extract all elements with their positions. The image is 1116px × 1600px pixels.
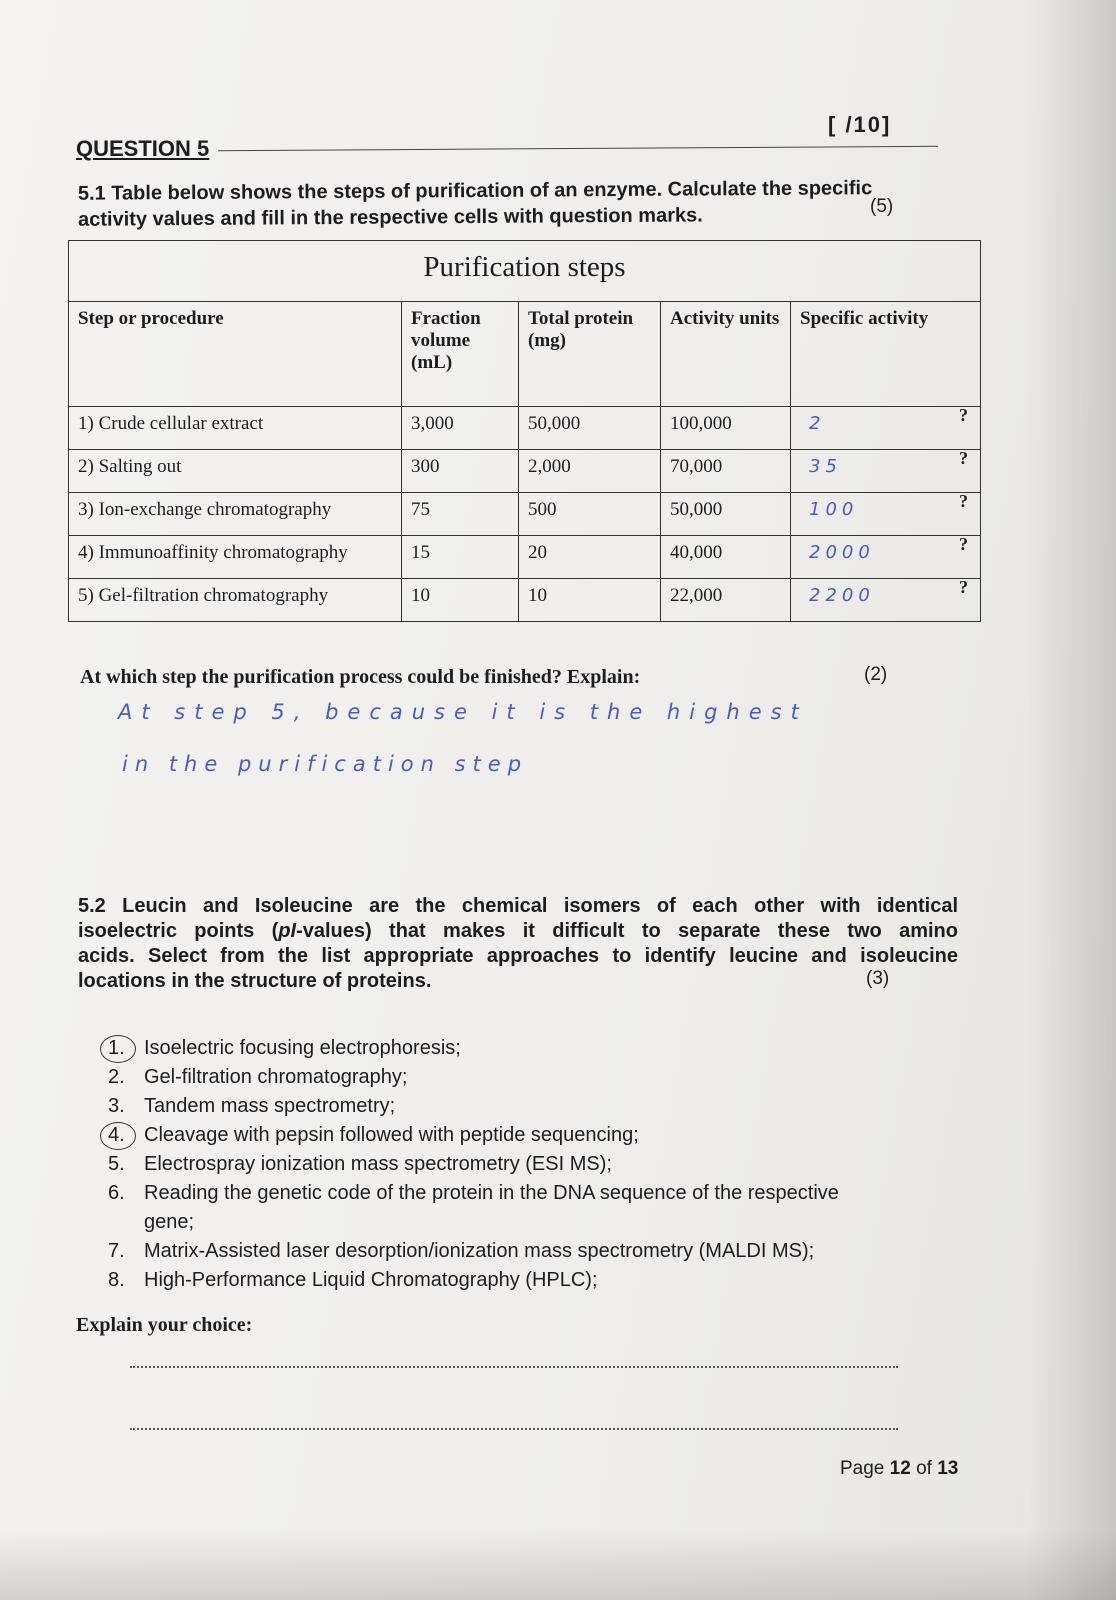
q52-line-2-pre: isoelectric points ( (78, 920, 279, 942)
q52-line-1: 5.2 Leucin and Isoleucine are the chemical isomers of each other with identical (78, 895, 958, 917)
handwritten-specific-activity: 2000 (809, 542, 875, 563)
handwritten-specific-activity: 35 (809, 456, 842, 477)
q52-text (78, 894, 958, 994)
q51-text (78, 175, 873, 233)
q52-line-3: acids. Select from the list appropriate approaches to identify leucine and isoleucine (78, 945, 958, 967)
option-number: 5. (108, 1153, 125, 1175)
cell-volume: 10 (402, 579, 519, 622)
option-text: Gel-filtration chromatography; (144, 1066, 408, 1088)
header-step: Step or procedure (69, 302, 402, 407)
handwritten-answer-line-1: At step 5, because it is the highest (118, 700, 808, 724)
option-text: Reading the genetic code of the protein in the DNA sequence of the respective (144, 1182, 839, 1204)
cell-volume: 3,000 (402, 407, 519, 450)
cell-step: 3) Ion-exchange chromatography (69, 493, 402, 536)
cell-activity: 40,000 (661, 536, 791, 579)
option-text-continued: gene; (144, 1211, 195, 1233)
question-mark: ? (959, 448, 968, 468)
option-text: Electrospray ionization mass spectrometry (ESI MS); (144, 1153, 612, 1175)
cell-protein: 10 (519, 579, 661, 622)
cell-activity: 50,000 (661, 493, 791, 536)
cell-specific-activity[interactable] (791, 407, 981, 450)
option-number: 4. (108, 1124, 125, 1146)
list-item[interactable] (108, 1150, 839, 1179)
header-fraction-volume: Fraction volume (mL) (402, 302, 519, 407)
cell-protein: 2,000 (519, 450, 661, 493)
page-total: 13 (937, 1458, 959, 1479)
option-number: 8. (108, 1269, 125, 1291)
cell-activity: 70,000 (661, 450, 791, 493)
option-number: 7. (108, 1240, 125, 1262)
handwritten-specific-activity: 2200 (809, 585, 875, 606)
q51-line-1: 5.1 Table below shows the steps of purification of an enzyme. Calculate the specific (77, 177, 873, 205)
table-row (69, 493, 981, 536)
list-item[interactable] (108, 1179, 839, 1237)
handwritten-specific-activity: 2 (809, 413, 826, 434)
answer-dotted-line-2[interactable] (130, 1428, 898, 1430)
cell-step: 2) Salting out (69, 450, 402, 493)
q52-line-4: locations in the structure of proteins. (78, 970, 432, 992)
cell-protein: 20 (519, 536, 661, 579)
question-title: QUESTION 5 (76, 136, 210, 161)
answer-dotted-line-1[interactable] (130, 1366, 898, 1368)
cell-step: 5) Gel-filtration chromatography (69, 579, 402, 622)
approach-options-list (108, 1034, 839, 1295)
question-mark: ? (959, 405, 968, 425)
header-activity: Activity units (661, 302, 791, 407)
list-item[interactable] (108, 1121, 839, 1150)
option-number: 6. (108, 1182, 125, 1204)
page-edge-shadow (1026, 0, 1116, 1600)
table-caption: Purification steps (69, 241, 981, 302)
q52-line-2 (78, 919, 958, 944)
question-mark: ? (959, 577, 968, 597)
list-item[interactable] (108, 1266, 839, 1295)
table-row (69, 579, 981, 622)
table-header-row (69, 302, 981, 407)
purification-table (68, 240, 981, 622)
q52-marks: (3) (866, 968, 890, 989)
cell-specific-activity[interactable] (791, 493, 981, 536)
page-current: 12 (889, 1458, 911, 1479)
cell-specific-activity[interactable] (791, 450, 981, 493)
page-of: of (910, 1458, 938, 1479)
cell-specific-activity[interactable] (791, 579, 981, 622)
header-total-protein: Total protein (mg) (519, 302, 661, 407)
cell-volume: 300 (402, 450, 519, 493)
cell-step: 4) Immunoaffinity chromatography (69, 536, 402, 579)
score-box: [ /10] (828, 112, 892, 137)
list-item[interactable] (108, 1237, 839, 1266)
question-mark: ? (959, 534, 968, 554)
cell-specific-activity[interactable] (791, 536, 981, 579)
table-row (69, 450, 981, 493)
cell-protein: 50,000 (519, 407, 661, 450)
cell-volume: 15 (402, 536, 519, 579)
handwritten-specific-activity: 100 (809, 499, 859, 520)
header-rule (218, 146, 938, 151)
cell-protein: 500 (519, 493, 661, 536)
list-item[interactable] (108, 1092, 839, 1121)
q51-marks: (5) (870, 196, 894, 217)
question-mark: ? (959, 491, 968, 511)
option-text: Matrix-Assisted laser desorption/ionization mass spectrometry (MALDI MS); (144, 1240, 815, 1262)
cell-activity: 100,000 (661, 407, 791, 450)
q51-line-2: activity values and fill in the respective cells with question marks. (78, 204, 703, 231)
list-item[interactable] (108, 1063, 839, 1092)
table-row (69, 407, 981, 450)
cell-activity: 22,000 (661, 579, 791, 622)
option-text: Isoelectric focusing electrophoresis; (144, 1037, 461, 1059)
option-text: Cleavage with pepsin followed with peptide sequencing; (144, 1124, 639, 1146)
option-number: 2. (108, 1066, 125, 1088)
handwritten-answer-line-2: in the purification step (122, 752, 529, 776)
option-text: High-Performance Liquid Chromatography (HPLC); (144, 1269, 598, 1291)
option-number: 3. (108, 1095, 125, 1117)
q51b-marks: (2) (864, 664, 888, 685)
cell-step: 1) Crude cellular extract (69, 407, 402, 450)
explain-label: Explain your choice: (76, 1314, 253, 1336)
page-bottom-shadow (0, 1530, 1116, 1600)
q52-pi-symbol: pI (278, 920, 297, 942)
header-specific-activity: Specific activity (791, 302, 981, 407)
page-number (840, 1458, 958, 1480)
page-prefix: Page (840, 1458, 890, 1479)
q51b-question: At which step the purification process could be finished? Explain: (80, 666, 641, 688)
option-text: Tandem mass spectrometry; (144, 1095, 396, 1117)
cell-volume: 75 (402, 493, 519, 536)
table-row (69, 536, 981, 579)
option-number: 1. (108, 1037, 125, 1059)
list-item[interactable] (108, 1034, 839, 1063)
q52-line-2-post: -values) that makes it difficult to separate these two amino (296, 920, 958, 942)
